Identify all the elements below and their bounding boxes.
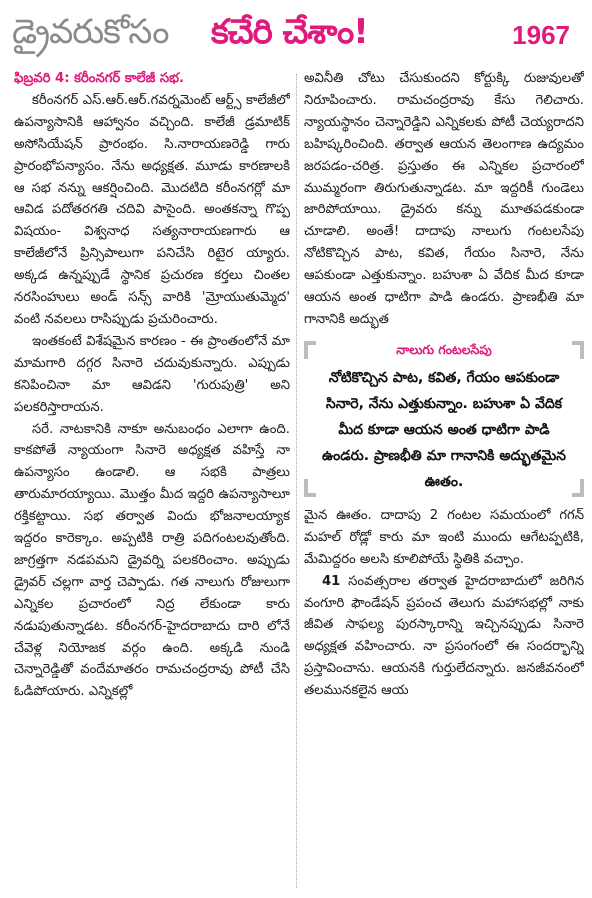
date-label: ఫిబ్రవరి 4: కరీంనగర్ కాలేజీ సభ. (14, 71, 185, 86)
body-paragraph: మైన ఊతం. దాదాపు 2 గంటల సమయంలో గగన్ మహల్ రోడ్లో కారు మా ఇంటి ముందు ఆగేటప్పటికి, మేమిద్దరం అలసి కూలిపోయే స్థితికి వచ్చాం. (304, 507, 584, 567)
body-paragraph (304, 571, 584, 702)
pull-quote-text: నోటికొచ్చిన పాట, కవిత, గేయం ఆపకుండా సినారె, నేను ఎత్తుకున్నాం. బహుశా ఏ వేదిక మీద కూడా ఆయన అంత ధాటిగా పాడి ఉండరు. ప్రాణభీతి మా గానానికి అద్భుతమైన ఊతం. (322, 369, 566, 490)
body-text: సంవత్సరాల తర్వాత హైదరాబాదులో జరిగిన వంగూరి ఫౌండేషన్ ప్రపంచ తెలుగు మహాసభల్లో నాకు జీవిత సాఫల్య పురస్కారాన్ని ఇచ్చినప్పుడు సినారె అధ్యక్షత వహించారు. నా ప్రసంగంలో ఈ సందర్భాన్ని ప్రస్తావించాను. ఆయనకి గుర్తులేదన్నారు. జనజీవనంలో తలమునకలైన ఆయ (304, 573, 584, 699)
article-title-part1: డ్రైవరుకోసం (12, 12, 169, 52)
pull-quote (304, 341, 584, 497)
quote-bracket-icon (304, 341, 316, 359)
dateline-paragraph (14, 68, 290, 90)
right-column (304, 68, 584, 898)
years-number: 41 (322, 573, 341, 589)
article-year: 1967 (512, 20, 570, 50)
column-divider (296, 74, 297, 888)
article-header (0, 0, 592, 64)
left-column (14, 68, 290, 898)
quote-bracket-icon (572, 341, 584, 359)
article-title-part2: కచేరి చేశాం! (211, 12, 368, 52)
quote-bracket-icon (304, 479, 316, 497)
body-paragraph: ఇంతకంటే విశేషమైన కారణం - ఈ ప్రాంతంలోనే మా మామగారి దగ్గర సినారె చదువుకున్నారు. ఎప్పుడు కనిపించినా మా ఆవిడని 'గురుపుత్రి' అని పలకరిస్తారాయన. (14, 333, 290, 415)
body-paragraph: అవినీతి చోటు చేసుకుందని కోర్టుక్కి రుజువులతో నిరూపించారు. రామచంద్రరావు కేసు గెలిచారు. న్యాయస్థానం చెన్నారెడ్డిని ఎన్నికలకు పోటీ చెయ్యరాదని బహిష్కరించింది. తర్వాత ఆయన తెలంగాణ ఉద్యమం జరపడం-చరిత్ర. ప్రస్తుతం ఈ ఎన్నికల ప్రచారంలో ముమ్మరంగా తిరుగుతున్నాడట. మా ఇద్దరికీ గుండెలు జారిపోయాయి. డ్రైవరు కన్ను మూతపడకుండా చూడాలి. అంతే! దాదాపు నాలుగు గంటలసేపు నోటికొచ్చిన పాట, కవిత, గేయం సినారె, నేను ఆపకుండా ఎత్తుకున్నాం. బహుశా ఏ వేదిక మీద కూడా ఆయన అంత ధాటిగా పాడి ఉండరు. ప్రాణభీతి మా గానానికి అద్భుత (304, 71, 584, 327)
pull-quote-heading: నాలుగు గంటలసేపు (396, 341, 492, 357)
body-paragraph: కరీంనగర్ ఎస్.ఆర్.ఆర్.గవర్నమెంట్ ఆర్ట్స్ కాలేజీలో ఉపన్యాసానికి ఆహ్వానం వచ్చింది. కాలేజీ డ్రమాటిక్ అసోసియేషన్ ప్రారంభం. సి.నారాయణరెడ్డి గారు ప్రారంభోపన్యాసం. నేను అధ్యక్షత. మూడు కారణాలకి ఆ సభ నన్ను ఆకర్షించింది. మొదటిది కరీంనగర్లో మా ఆవిడ పదోతరగతి చదివి పాసైంది. అంతకన్నా గొప్ప విషయం- విశ్వనాధ సత్యనారాయణగారు ఆ కాలేజీలోనే ప్రిన్సిపాలుగా పనిచేసి రిటైర య్యారు. అక్కడ ఉన్నప్పుడే స్థానిక ప్రచురణ కర్తలు చింతల నరసింహులు అండ్ సన్స్ వారికి 'మ్రోయుతుమ్మెద' వంటి నవలలు రాసిప్పుడు ప్రచురించారు. (14, 92, 290, 327)
body-paragraph: సరే. నాటకానికి నాకూ అనుబంధం ఎలాగా ఉంది. కాకపోతే న్యాయంగా సినారె అధ్యక్షత వహిస్తే నా ఉపన్యాసం ఉండాలి. ఆ సభకి పాత్రలు తారుమారయ్యాయి. మొత్తం మీద ఇద్దరి ఉపన్యాసాలూ రక్తికట్టాయి. సభ తర్వాత విందు భోజనాలయ్యాక ఇద్దరం కారెక్కాం. అప్పటికి రాత్రి పదిగంటలవుతోంది. జాగ్రత్తగా నడపమని డ్రైవర్ని పలకరించాం. అప్పుడు డ్రైవర్ చల్లగా వార్త చెప్పాడు. గత నాలుగు రోజులుగా ఎన్నికల ప్రచారంలో నిద్ర లేకుండా కారు నడుపుతున్నాడట. కరీంనగర్-హైదరాబాదు దారి లోనే చేవెళ్ల నియోజక వర్గం ఉంది. అక్కడి నుండి చెన్నారెడ్డితో వందేమాతరం రామచంద్రరావు పోటీ చేసి ఓడిపోయారు. ఎన్నికల్లో (14, 421, 290, 700)
quote-bracket-icon (572, 479, 584, 497)
